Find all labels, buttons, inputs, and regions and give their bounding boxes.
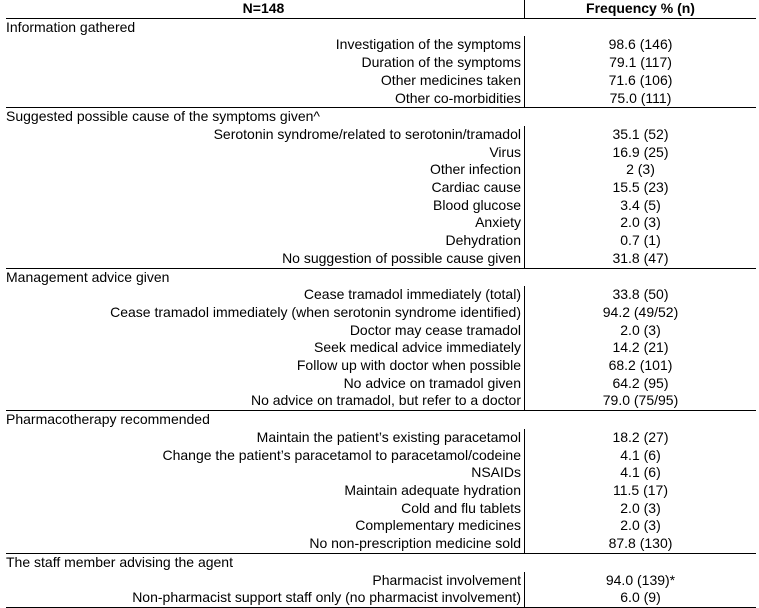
section-title: Information gathered: [6, 18, 756, 36]
row-value: 94.0 (139)*: [605, 571, 676, 588]
section-title: Suggested possible cause of the symptoms given^: [6, 108, 756, 126]
section-header-row: [6, 553, 756, 571]
table-header-row: [6, 0, 756, 18]
table-row: [6, 500, 756, 518]
row-value: 0.7 (1): [620, 232, 661, 249]
row-label: No advice on tramadol, but refer to a doctor: [6, 392, 525, 410]
row-label: Blood glucose: [6, 197, 525, 215]
row-label: Cease tramadol immediately (when serotonin syndrome identified): [6, 304, 525, 322]
table-row: [6, 517, 756, 535]
row-label: Cold and flu tablets: [6, 500, 525, 518]
section-header-row: [6, 268, 756, 286]
row-label: Follow up with doctor when possible: [6, 357, 525, 375]
row-label: Dehydration: [6, 232, 525, 250]
table-row: [6, 464, 756, 482]
row-label: Maintain the patient’s existing paracetamol: [6, 429, 525, 447]
table-row: [6, 447, 756, 465]
row-label: Maintain adequate hydration: [6, 482, 525, 500]
row-value: 64.2 (95): [612, 374, 669, 391]
table-row: [6, 126, 756, 144]
row-label: Other co-morbidities: [6, 90, 525, 108]
table-row: [6, 214, 756, 232]
section-header-row: [6, 411, 756, 429]
table-row: [6, 589, 756, 607]
section-title: Pharmacotherapy recommended: [6, 411, 756, 429]
row-value: 35.1 (52): [612, 125, 669, 142]
row-value: 98.6 (146): [608, 36, 673, 53]
table-row: [6, 357, 756, 375]
row-value: 2 (3): [626, 161, 655, 178]
row-value: 15.5 (23): [612, 179, 669, 196]
table-row: [6, 322, 756, 340]
row-value: 2.0 (3): [620, 321, 661, 338]
row-label: Virus: [6, 144, 525, 162]
row-label: No advice on tramadol given: [6, 375, 525, 393]
row-value: 14.2 (21): [612, 339, 669, 356]
table-row: [6, 54, 756, 72]
table-row: [6, 482, 756, 500]
row-label: Change the patient’s paracetamol to paracetamol/codeine: [6, 447, 525, 465]
table-row: [6, 304, 756, 322]
section-title: The staff member advising the agent: [6, 553, 756, 571]
row-value: 18.2 (27): [612, 428, 669, 445]
table-row: [6, 339, 756, 357]
row-value: 16.9 (25): [612, 143, 669, 160]
table-row: [6, 36, 756, 54]
row-label: Anxiety: [6, 214, 525, 232]
row-label: Complementary medicines: [6, 517, 525, 535]
table-row: [6, 286, 756, 304]
row-label: Cardiac cause: [6, 179, 525, 197]
table-row: [6, 250, 756, 268]
row-label: No non-prescription medicine sold: [6, 535, 525, 553]
table-row: [6, 197, 756, 215]
row-value: 2.0 (3): [620, 517, 661, 534]
results-table: [6, 0, 756, 608]
row-label: No suggestion of possible cause given: [6, 250, 525, 268]
row-label: Other medicines taken: [6, 72, 525, 90]
row-value: 6.0 (9): [525, 589, 757, 607]
header-frequency-label: Frequency % (n): [525, 0, 757, 18]
results-table-body: [6, 0, 756, 607]
table-row: [6, 375, 756, 393]
row-value: 87.8 (130): [608, 535, 673, 552]
row-label: Duration of the symptoms: [6, 54, 525, 72]
row-label: Doctor may cease tramadol: [6, 322, 525, 340]
row-label: Seek medical advice immediately: [6, 339, 525, 357]
row-value: 79.0 (75/95): [602, 392, 679, 409]
row-label: Investigation of the symptoms: [6, 36, 525, 54]
table-row: [6, 392, 756, 410]
table-row: [6, 161, 756, 179]
row-value: 75.0 (111): [609, 89, 672, 106]
row-label: Non-pharmacist support staff only (no pharmacist involvement): [6, 589, 525, 607]
row-label: Other infection: [6, 161, 525, 179]
table-row: [6, 535, 756, 553]
row-value: 33.8 (50): [612, 286, 669, 303]
row-value: 79.1 (117): [609, 54, 672, 71]
row-label: Serotonin syndrome/related to serotonin/tramadol: [6, 126, 525, 144]
row-value: 94.2 (49/52): [602, 303, 679, 320]
table-row: [6, 232, 756, 250]
table-row: [6, 90, 756, 108]
table-row: [6, 429, 756, 447]
row-value: 11.5 (17): [613, 481, 668, 498]
row-value: 3.4 (5): [620, 196, 661, 213]
row-value: 2.0 (3): [620, 499, 661, 516]
section-title: Management advice given: [6, 268, 756, 286]
row-value: 4.1 (6): [620, 464, 661, 481]
row-label: Cease tramadol immediately (total): [6, 286, 525, 304]
row-label: Pharmacist involvement: [6, 572, 525, 590]
table-row: [6, 572, 756, 590]
header-n-label: N=148: [6, 0, 525, 18]
row-label: NSAIDs: [6, 464, 525, 482]
table-row: [6, 179, 756, 197]
row-value: 68.2 (101): [608, 357, 673, 374]
section-header-row: [6, 108, 756, 126]
row-value: 4.1 (6): [620, 446, 661, 463]
row-value: 2.0 (3): [620, 214, 661, 231]
row-value: 71.6 (106): [608, 71, 673, 88]
table-row: [6, 72, 756, 90]
table-row: [6, 144, 756, 162]
row-value: 31.8 (47): [612, 249, 669, 266]
section-header-row: [6, 18, 756, 36]
